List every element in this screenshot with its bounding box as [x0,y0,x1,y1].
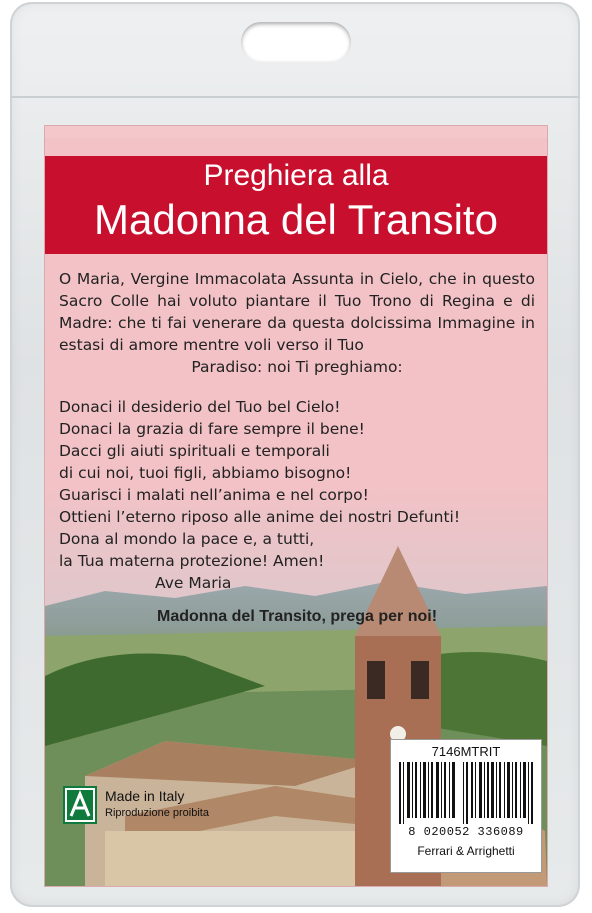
prayer-card [45,126,547,886]
prayer-intro-last-line: Paradiso: noi Ti preghiamo: [191,358,403,376]
verse-line: Dona al mondo la pace e, a tutti, [59,530,315,548]
prayer-text [59,254,535,626]
verse-line: Donaci il desiderio del Tuo bel Cielo! [59,398,341,416]
made-in-italy-text: Made in Italy [105,788,185,804]
barcode-label [390,739,542,873]
hanging-hole [241,22,351,62]
blister-seal-line [10,96,580,98]
card-top-strip [45,126,547,138]
title-banner [45,156,547,254]
prayer-verses [59,396,535,594]
verse-line: Ottieni l’eterno riposo alle anime dei nostri Defunti! [59,508,461,526]
ave-maria-line: Ave Maria [155,574,232,592]
verse-line: di cui noi, tuoi figli, abbiamo bisogno! [59,464,352,482]
barcode-number: 8 020052 336089 [408,825,524,839]
title-line-2: Madonna del Transito [94,196,498,243]
verse-line: la Tua materna protezione! Amen! [59,552,325,570]
prayer-intro-body: O Maria, Vergine Immacolata Assunta in Cielo, che in questo Sacro Colle hai voluto piantare il Tuo Trono di Regina e di Madre: che ti fai venerare da questa dolcissima Immagine in estasi di amore mentre voli verso il Tuo [59,270,535,354]
prayer-intro [59,268,535,378]
verse-line: Dacci gli aiuti spirituali e temporali [59,442,330,460]
manufacturer-name: Ferrari & Arrighetti [417,844,515,858]
barcode-icon [399,762,533,824]
product-code: 7146MTRIT [431,744,501,759]
closing-invocation: Madonna del Transito, prega per noi! [156,608,438,625]
title-line-1: Preghiera alla [203,159,389,192]
ferrari-arrighetti-logo-icon [63,786,97,824]
brand-mark [63,786,233,826]
verse-line: Donaci la grazia di fare sempre il bene! [59,420,365,438]
verse-line: Guarisci i malati nell’anima e nel corpo! [59,486,369,504]
reproduction-notice: Riproduzione proibita [105,807,209,819]
